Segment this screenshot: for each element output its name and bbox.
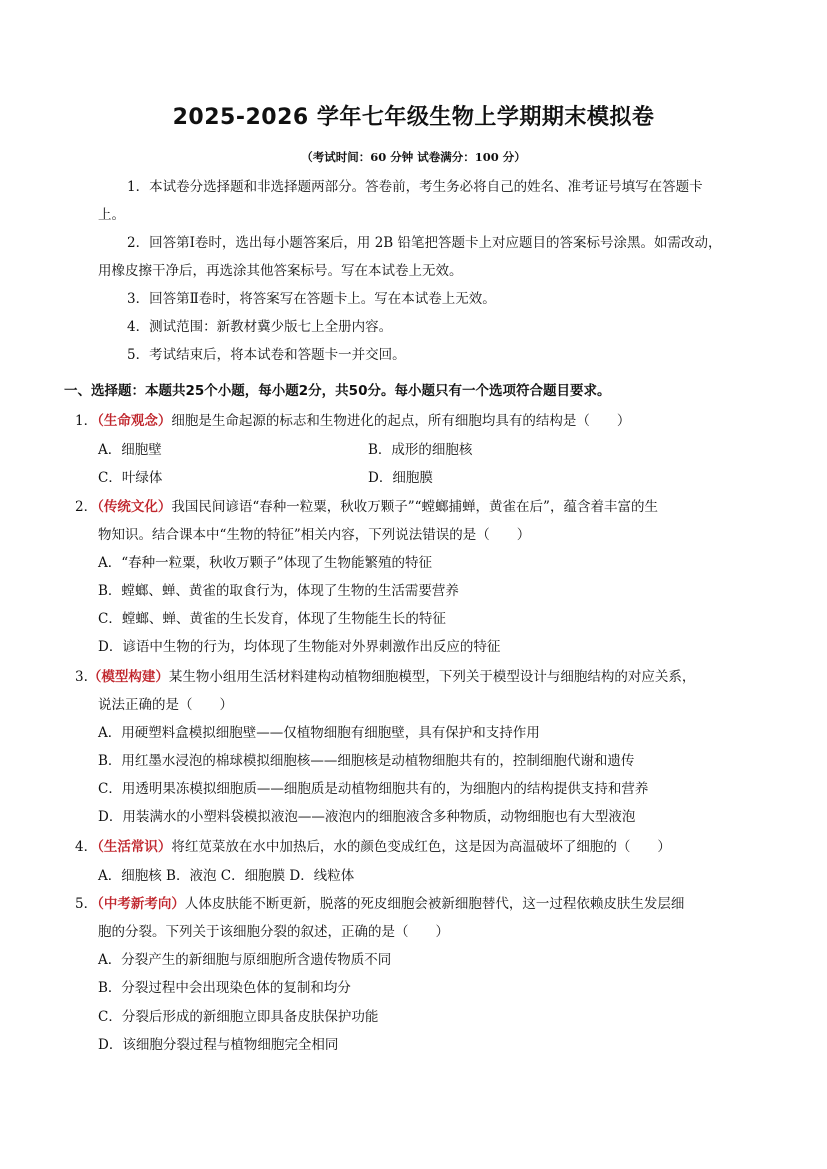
question-stem: 人体皮肤能不断更新，脱落的死皮细胞会被新细胞替代，这一过程依赖皮肤生发层细: [184, 896, 685, 912]
question-number: 4．: [75, 839, 98, 855]
option-c: C．分裂后形成的新细胞立即具备皮肤保护功能: [98, 1009, 379, 1025]
question-4: [75, 838, 671, 856]
question-number: 3.: [75, 669, 88, 685]
option-d: D．该细胞分裂过程与植物细胞完全相同: [98, 1037, 339, 1053]
question-stem: 细胞是生命起源的标志和生物进化的起点，所有细胞均具有的结构是（ ）: [171, 413, 631, 429]
option-a: A．分裂产生的新细胞与原细胞所含遗传物质不同: [98, 952, 392, 968]
question-stem: 某生物小组用生活材料建构动植物细胞模型，下列关于模型设计与细胞结构的对应关系，: [168, 669, 696, 685]
instruction-4: 4．测试范围：新教材冀少版七上全册内容。: [127, 319, 393, 335]
option-c: C．叶绿体: [98, 470, 163, 486]
option-list: A．细胞核 B．液泡 C．细胞膜 D．线粒体: [98, 868, 355, 884]
question-2-stem-cont: 物知识。结合课本中“生物的特征”相关内容，下列说法错误的是（ ）: [98, 527, 531, 543]
instruction-3: 3．回答第Ⅱ卷时，将答案写在答题卡上。写在本试卷上无效。: [127, 291, 496, 307]
instruction-1: 1．本试卷分选择题和非选择题两部分。答卷前，考生务必将自己的姓名、准考证号填写在答题卡: [127, 179, 703, 195]
option-a: A．“春种一粒粟，秋收万颗子”体现了生物能繁殖的特征: [98, 555, 433, 571]
question-5: [75, 895, 684, 913]
question-3-stem-cont: 说法正确的是（ ）: [98, 697, 233, 713]
option-d: D．用装满水的小塑料袋模拟液泡——液泡内的细胞液含多种物质，动物细胞也有大型液泡: [98, 809, 636, 825]
instruction-2-cont: 用橡皮擦干净后，再选涂其他答案标号。写在本试卷上无效。: [98, 263, 463, 279]
question-number: 5．: [75, 896, 98, 912]
instruction-1-cont: 上。: [98, 207, 125, 223]
option-b: B．分裂过程中会出现染色体的复制和均分: [98, 980, 351, 996]
option-a: A．用硬塑料盒模拟细胞壁——仅植物细胞有细胞壁，具有保护和支持作用: [98, 725, 540, 741]
section-heading: 一、选择题：本题共25个小题，每小题2分，共50分。每小题只有一个选项符合题目要求。: [64, 383, 611, 399]
option-d: D．谚语中生物的行为，均体现了生物能对外界刺激作出反应的特征: [98, 639, 501, 655]
option-b: B．成形的细胞核: [368, 442, 473, 458]
question-tag: （传统文化）: [97, 499, 172, 515]
question-number: 1．: [75, 413, 98, 429]
instruction-5: 5．考试结束后，将本试卷和答题卡一并交回。: [127, 347, 406, 363]
question-tag: （模型构建）: [87, 669, 169, 685]
option-c: C．螳螂、蝉、黄雀的生长发育，体现了生物能生长的特征: [98, 611, 446, 627]
question-3: [75, 668, 695, 686]
question-tag: （生命观念）: [97, 413, 172, 429]
question-5-stem-cont: 胞的分裂。下列关于该细胞分裂的叙述，正确的是（ ）: [98, 924, 449, 940]
option-b: B．用红墨水浸泡的棉球模拟细胞核——细胞核是动植物细胞共有的，控制细胞代谢和遗传: [98, 753, 635, 769]
option-b: B．螳螂、蝉、黄雀的取食行为，体现了生物的生活需要营养: [98, 583, 459, 599]
question-2: [75, 498, 658, 516]
page-title: 2025-2026 学年七年级生物上学期期末模拟卷: [172, 105, 655, 130]
question-number: 2．: [75, 499, 98, 515]
exam-info: （考试时间：60 分钟 试卷满分：100 分）: [301, 150, 526, 164]
question-stem: 将红苋菜放在水中加热后，水的颜色变成红色，这是因为高温破坏了细胞的（ ）: [171, 839, 671, 855]
question-stem: 我国民间谚语“春种一粒粟，秋收万颗子”“螳螂捕蝉，黄雀在后”，蕴含着丰富的生: [171, 499, 658, 515]
question-tag: （中考新考向）: [97, 896, 185, 912]
option-a: A．细胞壁: [98, 442, 162, 458]
question-1: [75, 412, 630, 430]
option-c: C．用透明果冻模拟细胞质——细胞质是动植物细胞共有的，为细胞内的结构提供支持和营养: [98, 781, 649, 797]
instruction-2: 2．回答第Ⅰ卷时，选出每小题答案后，用 2B 铅笔把答题卡上对应题目的答案标号涂黑。如需改动，: [127, 235, 722, 251]
option-d: D．细胞膜: [368, 470, 433, 486]
question-tag: （生活常识）: [97, 839, 172, 855]
